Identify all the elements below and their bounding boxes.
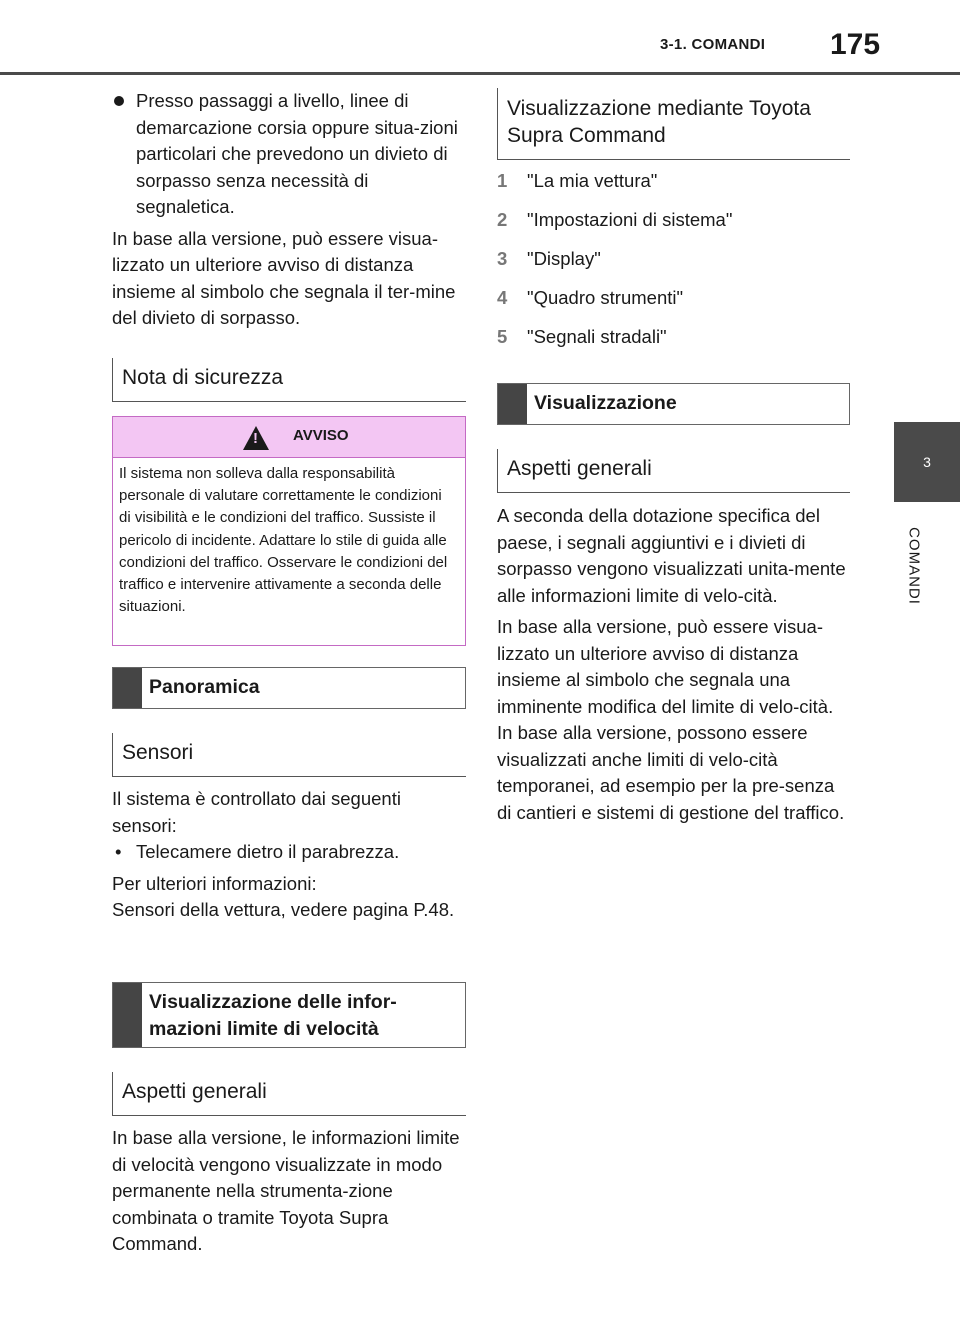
bullet-text: Presso passaggi a livello, linee di demarcazione corsia oppure situa-zioni particolari che prevedono un divieto di sorpasso senza necessità di segnaletica. xyxy=(136,90,458,217)
paragraph: Sensori della vettura, vedere pagina P.48. xyxy=(112,899,455,920)
list-item-text: Telecamere dietro il parabrezza. xyxy=(136,841,400,862)
step-text: "Display" xyxy=(527,248,601,269)
section-title: 3-1. COMANDI xyxy=(660,36,766,53)
paragraph: In base alla versione, le informazioni limite di velocità vengono visualizzate in modo permanente nella strumenta-zione combinata o tramite Toyota Supra Command. xyxy=(112,1127,460,1254)
heading-bar xyxy=(113,668,142,708)
sensors-heading: Sensori xyxy=(112,733,466,777)
step-item xyxy=(497,168,850,207)
general-heading-left: Aspetti generali xyxy=(112,1072,466,1116)
list-item xyxy=(112,88,466,221)
step-text: "Quadro strumenti" xyxy=(527,287,684,308)
warning-triangle-icon xyxy=(243,426,269,450)
display-heading: Visualizzazione xyxy=(534,392,677,414)
steps-list xyxy=(497,168,850,363)
warning-title: AVVISO xyxy=(293,427,349,444)
warning-header xyxy=(113,417,465,457)
heading-bar xyxy=(498,384,527,424)
step-item xyxy=(497,246,850,285)
paragraph: In base alla versione, può essere visua-lizzato un ulteriore avviso di distanza insieme al simbolo che segnala una imminente modifica del limite di velo-cità. In base alla versione, possono essere visualizzati anche limiti di velo-cità temporanei, ad esempio per la pre-senza di cantieri e sistemi di gestione del traffico. xyxy=(497,616,845,823)
command-heading: Visualizzazione mediante Toyota Supra Command xyxy=(497,88,850,160)
header-rule xyxy=(0,72,960,75)
step-text: "Segnali stradali" xyxy=(527,326,667,347)
chapter-side-label-text: COMANDI xyxy=(905,527,923,605)
paragraph: A seconda della dotazione specifica del paese, i segnali aggiuntivi e i divieti di sorpasso vengono visualizzati unita-mente alle informazioni limite di velo-cità. xyxy=(497,505,846,606)
display-heading-box xyxy=(497,383,850,425)
speed-info-heading-box xyxy=(112,982,466,1048)
page-number: 175 xyxy=(830,28,881,61)
bullet-icon: • xyxy=(115,841,122,862)
general-section-left xyxy=(112,1125,466,1258)
bullet-icon xyxy=(114,96,124,106)
general-section-right xyxy=(497,503,850,826)
paragraph: In base alla versione, può essere visua-lizzato un ulteriore avviso di distanza insieme al simbolo che segnala il ter-mine del divieto di sorpasso. xyxy=(112,227,456,328)
step-number: 1 xyxy=(497,170,508,191)
general-heading-right: Aspetti generali xyxy=(497,449,850,493)
safety-heading: Nota di sicurezza xyxy=(112,358,466,402)
panorama-heading-box xyxy=(112,667,466,709)
step-number: 5 xyxy=(497,326,508,347)
chapter-tab: 3 xyxy=(894,422,960,502)
step-number: 3 xyxy=(497,248,508,269)
left-column xyxy=(112,88,466,332)
warning-text: Il sistema non solleva dalla responsabilità personale di valutare correttamente le condizioni di visibilità e le condizioni del traffico. Sussiste il pericolo di incidente. Adattare lo stile di guida alle condizioni del traffico. Osservare le condizioni del traffico e intervenire attivamente a seconda delle situazioni. xyxy=(119,465,448,616)
sensors-section xyxy=(112,786,466,924)
warning-box xyxy=(112,416,466,646)
speed-info-heading: Visualizzazione delle infor-mazioni limite di velocità xyxy=(149,991,397,1040)
paragraph: Il sistema è controllato dai seguenti sensori: xyxy=(112,788,401,836)
panorama-heading: Panoramica xyxy=(149,676,260,698)
paragraph: Per ulteriori informazioni: xyxy=(112,872,317,894)
list-item xyxy=(112,839,466,866)
step-text: "Impostazioni di sistema" xyxy=(527,209,733,230)
step-number: 4 xyxy=(497,287,508,308)
heading-bar xyxy=(113,983,142,1047)
step-item xyxy=(497,207,850,246)
step-item xyxy=(497,285,850,324)
step-number: 2 xyxy=(497,209,508,230)
step-item xyxy=(497,324,850,363)
step-text: "La mia vettura" xyxy=(527,170,658,191)
chapter-side-label xyxy=(900,516,928,616)
